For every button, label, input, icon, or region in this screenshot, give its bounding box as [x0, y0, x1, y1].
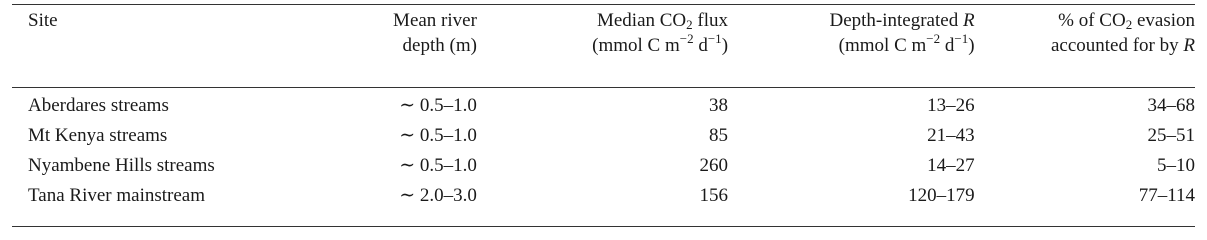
cell-flux: 260 — [699, 155, 729, 176]
header-flux-line2 — [477, 33, 728, 58]
cell-pct: 5–10 — [1157, 155, 1195, 176]
header-depth — [305, 4, 477, 83]
cell-r: 21–43 — [927, 125, 975, 146]
header-flux-unit-b: d — [693, 35, 708, 56]
header-flux-line1-text: Median CO — [596, 10, 687, 31]
cell-pct: 34–68 — [1147, 95, 1195, 116]
header-r-line1-text: Depth-integrated — [829, 10, 963, 31]
cell-depth: ∼ 0.5–1.0 — [399, 155, 477, 176]
table-row — [12, 123, 1195, 153]
cell-site: Aberdares streams — [28, 95, 169, 116]
cell-depth: ∼ 0.5–1.0 — [399, 95, 477, 116]
header-r-unit-b: d — [940, 35, 955, 56]
header-flux-unit-a: (mmol C m — [592, 35, 680, 56]
header-pct-line1-text: % of CO — [1058, 10, 1126, 31]
header-pct-symbol: R — [1183, 35, 1195, 56]
header-r-unit-close: ) — [968, 35, 975, 56]
header-pct-line2 — [975, 33, 1195, 58]
table-body — [12, 83, 1195, 213]
header-r-line1 — [728, 8, 975, 33]
cell-site: Tana River mainstream — [28, 185, 205, 206]
cell-flux: 85 — [709, 125, 729, 146]
data-table — [12, 4, 1195, 213]
cell-pct: 77–114 — [1138, 185, 1195, 206]
header-r-exp-b: −1 — [954, 31, 969, 46]
header-flux — [477, 4, 728, 83]
cell-r: 14–27 — [927, 155, 975, 176]
header-flux-line1-tail: flux — [692, 10, 729, 31]
header-r-symbol: R — [962, 10, 975, 31]
header-flux-exp-b: −1 — [707, 31, 722, 46]
header-row — [12, 4, 1195, 83]
header-r-unit-a: (mmol C m — [838, 35, 927, 56]
bottom-rule — [12, 226, 1195, 227]
table-row — [12, 153, 1195, 183]
header-site — [12, 4, 305, 83]
header-flux-subscript: 2 — [686, 17, 693, 32]
header-r-line2 — [728, 33, 975, 58]
cell-site: Mt Kenya streams — [28, 125, 168, 146]
header-r — [728, 4, 975, 83]
cell-site: Nyambene Hills streams — [28, 155, 215, 176]
header-site-label: Site — [28, 10, 58, 31]
header-pct-line1-tail: evasion — [1132, 10, 1195, 31]
header-flux-unit-close: ) — [721, 35, 729, 56]
cell-depth: ∼ 0.5–1.0 — [399, 125, 477, 146]
header-pct-subscript: 2 — [1125, 17, 1133, 32]
header-depth-line2: depth (m) — [402, 35, 477, 56]
table-row — [12, 83, 1195, 123]
cell-pct: 25–51 — [1147, 125, 1195, 146]
cell-depth: ∼ 2.0–3.0 — [399, 185, 477, 206]
header-flux-line1 — [477, 8, 728, 33]
cell-flux: 38 — [709, 95, 729, 116]
cell-r: 120–179 — [908, 185, 975, 206]
header-pct-line1 — [975, 8, 1195, 33]
header-flux-exp-a: −2 — [679, 31, 694, 46]
table-header — [12, 4, 1195, 83]
header-pct-line2-text: accounted for by — [1050, 35, 1184, 56]
cell-flux: 156 — [699, 185, 729, 206]
header-pct — [975, 4, 1195, 83]
table-row — [12, 183, 1195, 213]
cell-r: 13–26 — [927, 95, 975, 116]
header-r-exp-a: −2 — [926, 31, 941, 46]
header-depth-line1: Mean river — [393, 10, 477, 31]
